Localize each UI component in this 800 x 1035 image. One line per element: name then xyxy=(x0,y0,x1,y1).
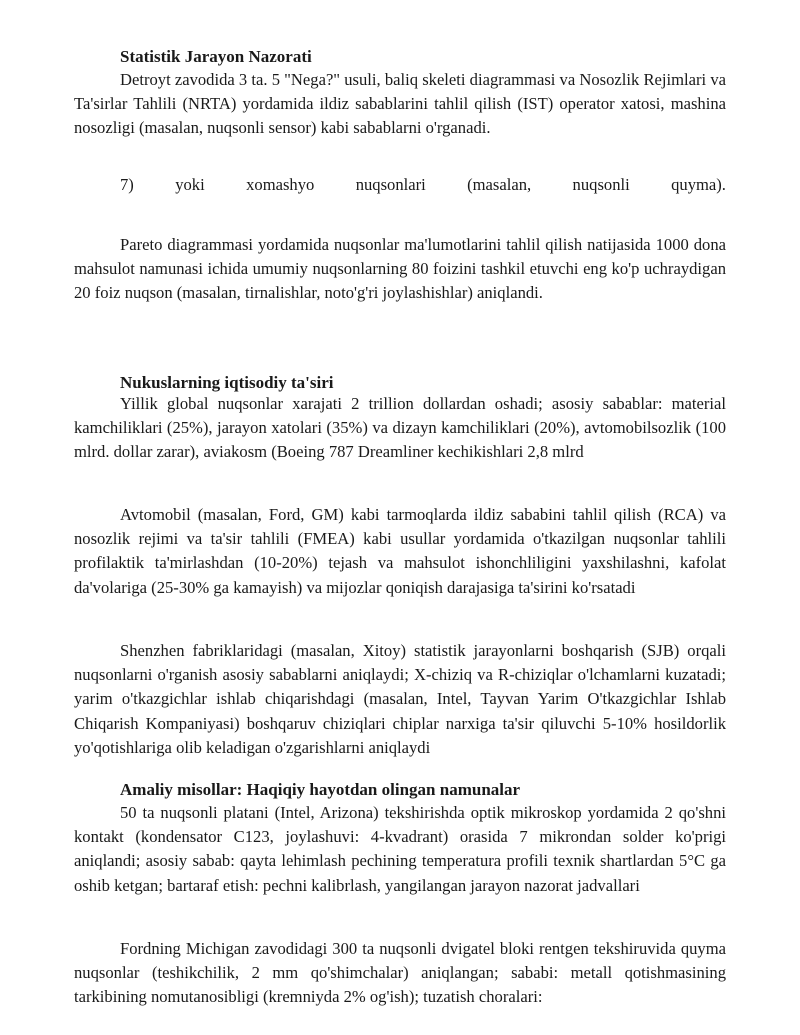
spread-line-raw-material xyxy=(120,173,726,197)
paragraph-global-defect-cost: Yillik global nuqsonlar xarajati 2 trillion dollardan oshadi; asosiy sabablar: material kamchiliklari (25%), jarayon xatolari (35%) va dizayn kamchiliklari (20%), avtomobilsozlik (100 mlrd. dollar zarar), aviakosm (Boeing 787 Dreamliner kechikishlari 2,8 mlrd xyxy=(74,394,726,462)
spread-word: xomashyo xyxy=(246,175,315,194)
spread-word: 7) xyxy=(120,175,134,194)
spread-word: (masalan, xyxy=(467,175,532,194)
paragraph-ford-casting-defects: Fordning Michigan zavodidagi 300 ta nuqsonli dvigatel bloki rentgen tekshiruvida quyma nuqsonlar (teshikchilik, 2 mm qo'shimchalar) aniqlangan; sababi: metall qotishmasining tarkibining nomutanosibligi (kremniyda 2% og'ish); tuzatish choralari: xyxy=(74,939,726,1007)
paragraph-pareto-analysis: Pareto diagrammasi yordamida nuqsonlar ma'lumotlarini tahlil qilish natijasida 1000 dona mahsulot namunasi ichida umumiy nuqsonlarning 80 foizini tashkil etuvchi eng ko'p uchraydigan 20 foiz nuqson (masalan, tirnalishlar, noto'g'ri joylashishlar) aniqlandi. xyxy=(74,235,726,303)
paragraph-shenzhen-spc: Shenzhen fabriklaridagi (masalan, Xitoy) statistik jarayonlarni boshqarish (SJB) orqali nuqsonlarni o'rganish asosiy sabablarni aniqlaydi; X-chiziq va R-chiziqlar o'lchamlarni kuzatadi; yarim o'tkazgichlar ishlab chiqarishdagi (masalan, Intel, Tayvan Yarim O'tkazgichlar Ishlab Chiqarish Kompaniyasi) boshqaruv chiziqlari chiplar narxiga ta'sir qiluvchi 5-10% hosildorlik yo'qotishlariga olib keladigan o'zgarishlarni aniqlaydi xyxy=(74,641,726,757)
spread-word: quyma). xyxy=(671,175,726,194)
paragraph-automotive-rca: Avtomobil (masalan, Ford, GM) kabi tarmoqlarda ildiz sababini tahlil qilish (RCA) va nosozlik rejimi va ta'sir tahlili (FMEA) kabi usullar yordamida o'tkazilgan nuqsonlar tahlili profilaktik ta'mirlashdan (10-20%) tejash va mahsulot ishonchliligini yaxshilashni, kafolat da'volariga (25-30% ga kamayish) va mijozlar qoniqish darajasiga ta'sirini ko'rsatadi xyxy=(74,505,726,597)
section-heading-practical-examples: Amaliy misollar: Haqiqiy hayotdan olingan namunalar xyxy=(120,780,521,799)
spread-word: nuqsonli xyxy=(572,175,630,194)
section-heading-economic-impact: Nukuslarning iqtisodiy ta'siri xyxy=(120,373,334,392)
spread-word: yoki xyxy=(175,175,205,194)
paragraph-root-cause-analysis: Detroyt zavodida 3 ta. 5 "Nega?" usuli, baliq skeleti diagrammasi va Nosozlik Rejimlari va Ta'sirlar Tahlili (NRTA) yordamida ildiz sabablarini tahlil qilish (IST) operator xatosi, mashina nosozligi (masalan, nuqsonli sensor) kabi sabablarni o'rganadi. xyxy=(74,70,726,138)
spread-word: nuqsonlari xyxy=(355,175,426,194)
paragraph-intel-solder-bridge: 50 ta nuqsonli platani (Intel, Arizona) tekshirishda optik mikroskop yordamida 2 qo'shni kontakt (kondensator C123, joylashuvi: 4-kvadrant) orasida 7 mikrondan solder ko'prigi aniqlandi; asosiy sabab: qayta lehimlash pechining temperatura profili texnik shartlardan 5°C ga oshib ketgan; bartaraf etish: pechni kalibrlash, yangilangan jarayon nazorat jadvallari xyxy=(74,803,726,895)
section-heading-statistical-process-control: Statistik Jarayon Nazorati xyxy=(120,47,312,66)
